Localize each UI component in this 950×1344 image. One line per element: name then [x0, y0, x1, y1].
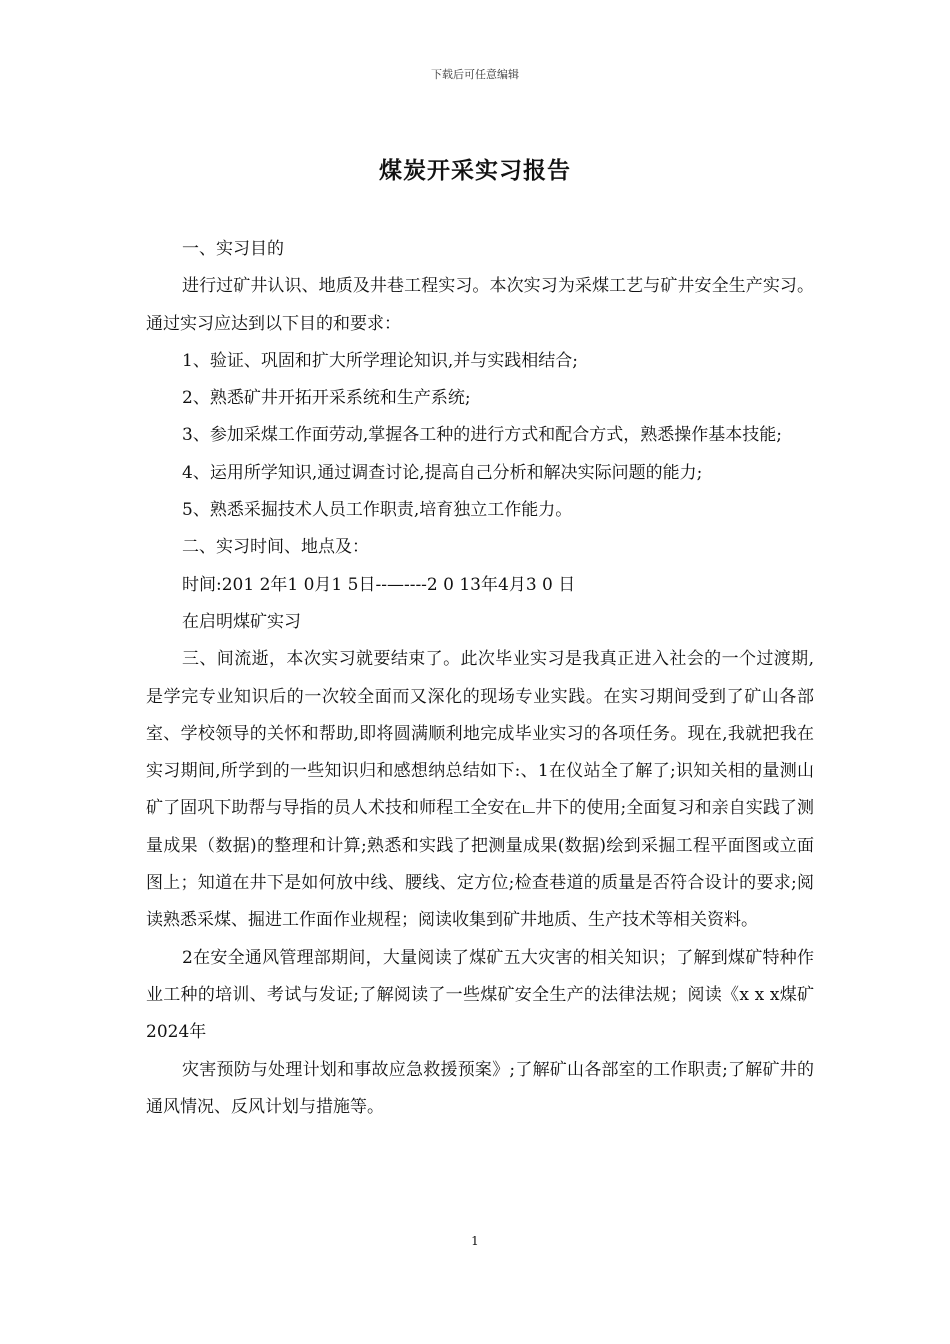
paragraph: 进行过矿井认识、地质及井巷工程实习。本次实习为采煤工艺与矿井安全生产实习。通过实习应达到以下目的和要求： — [146, 276, 814, 334]
page-header: 下载后可任意编辑 — [431, 68, 519, 81]
list-item: 2、熟悉矿井开拓开采系统和生产系统; — [182, 388, 471, 409]
document-title: 煤炭开采实习报告 — [379, 158, 571, 184]
list-item: 4、运用所学知识,通过调查讨论,提高自己分析和解决实际问题的能力; — [182, 462, 703, 483]
list-item: 3、参加采煤工作面劳动,掌握各工种的进行方式和配合方式，熟悉操作基本技能; — [182, 425, 782, 446]
paragraph-place: 在启明煤矿实习 — [182, 611, 301, 632]
document-body — [146, 231, 814, 1126]
section-heading-time-place: 二、实习时间、地点及： — [182, 537, 369, 558]
paragraph: 2在安全通风管理部期间，大量阅读了煤矿五大灾害的相关知识；了解到煤矿特种作业工种的培训、考试与发证;了解阅读了一些煤矿安全生产的法律法规；阅读《x x x煤矿2024年 — [146, 947, 814, 1043]
paragraph-time: 时间:201 2年1 0月1 5日--—----2 0 13年4月3 0 日 — [182, 574, 576, 595]
paragraph: 三、间流逝，本次实习就要结束了。此次毕业实习是我真正进入社会的一个过渡期,是学完专业知识后的一次较全面而又深化的现场专业实践。在实习期间受到了矿山各部室、学校领导的关怀和帮助,即将圆满顺利地完成毕业实习的各项任务。现在,我就把我在实习期间,所学到的一些知识归和感想纳总结如下:、1在仪站全了解了;识知关相的量测山矿了固巩下助帮与导指的员人术技和师程工全安在ட井下的使用;全面复习和亲自实践了测量成果（数据)的整理和计算;熟悉和实践了把测量成果(数据)绘到采掘工程平面图或立面图上；知道在井下是如何放中线、腰线、定方位;检查巷道的质量是否符合设计的要求;阅读熟悉采煤、掘进工作面作业规程；阅读收集到矿井地质、生产技术等相关资料。 — [146, 649, 814, 931]
paragraph: 灾害预防与处理计划和事故应急救援预案》;了解矿山各部室的工作职责;了解矿井的通风情况、反风计划与措施等。 — [146, 1059, 814, 1117]
section-heading-purpose: 一、实习目的 — [182, 239, 284, 259]
list-item: 5、熟悉采掘技术人员工作职责,培育独立工作能力。 — [182, 500, 573, 521]
page-number: 1 — [471, 1234, 479, 1248]
list-item: 1、验证、巩固和扩大所学理论知识,并与实践相结合; — [182, 350, 578, 371]
